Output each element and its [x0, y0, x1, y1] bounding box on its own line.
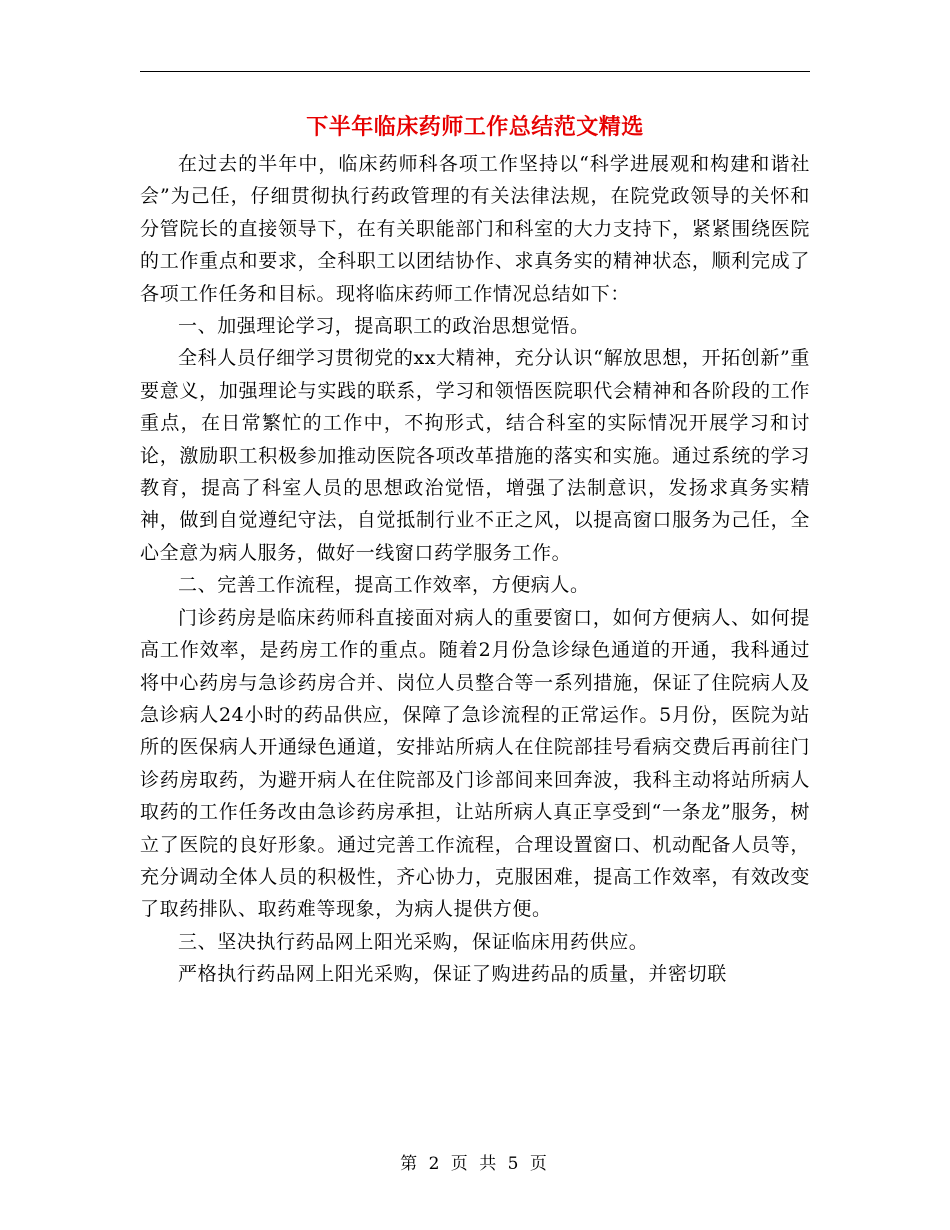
section-heading-2: 二、完善工作流程，提高工作效率，方便病人。: [178, 574, 590, 597]
paragraph-intro: 在过去的半年中，临床药师科各项工作坚持以“科学进展观和构建和谐社会”为己任，仔细贯彻执行药政管理的有关法律法规，在院党政领导的关怀和分管院长的直接领导下，在有关职能部门和科室的大力支持下，紧紧围绕医院的工作重点和要求，全科职工以团结协作、求真务实的精神状态，顺利完成了各项工作任务和目标。现将临床药师工作情况总结如下：: [140, 153, 810, 305]
page-number: 第 2 页 共 5 页: [400, 1154, 550, 1174]
paragraph-section-3: 严格执行药品网上阳光采购，保证了购进药品的质量，并密切联: [178, 963, 727, 986]
section-heading-1: 一、加强理论学习，提高职工的政治思想觉悟。: [178, 315, 590, 338]
document-title: 下半年临床药师工作总结范文精选: [306, 114, 644, 140]
header-rule: [140, 71, 810, 72]
document-body: [140, 148, 810, 991]
paragraph-section-2: 门诊药房是临床药师科直接面对病人的重要窗口，如何方便病人、如何提高工作效率，是药房工作的重点。随着2月份急诊绿色通道的开通，我科通过将中心药房与急诊药房合并、岗位人员整合等一系列措施，保证了住院病人及急诊病人24小时的药品供应，保障了急诊流程的正常运作。5月份，医院为站所的医保病人开通绿色通道，安排站所病人在住院部挂号看病交费后再前往门诊药房取药，为避开病人在住院部及门诊部间来回奔波，我科主动将站所病人取药的工作任务改由急诊药房承担，让站所病人真正享受到“一条龙”服务，树立了医院的良好形象。通过完善工作流程，合理设置窗口、机动配备人员等，充分调动全体人员的积极性，齐心协力，克服困难，提高工作效率，有效改变了取药排队、取药难等现象，为病人提供方便。: [140, 606, 810, 921]
section-heading-3: 三、坚决执行药品网上阳光采购，保证临床用药供应。: [178, 930, 649, 953]
paragraph-section-1: 全科人员仔细学习贯彻党的xx大精神，充分认识“解放思想，开拓创新”重要意义，加强理论与实践的联系，学习和领悟医院职代会精神和各阶段的工作重点，在日常繁忙的工作中，不拘形式，结合科室的实际情况开展学习和讨论，激励职工积极参加推动医院各项改革措施的落实和实施。通过系统的学习教育，提高了科室人员的思想政治觉悟，增强了法制意识，发扬求真务实精神，做到自觉遵纪守法，自觉抵制行业不正之风，以提高窗口服务为己任，全心全意为病人服务，做好一线窗口药学服务工作。: [140, 347, 810, 564]
